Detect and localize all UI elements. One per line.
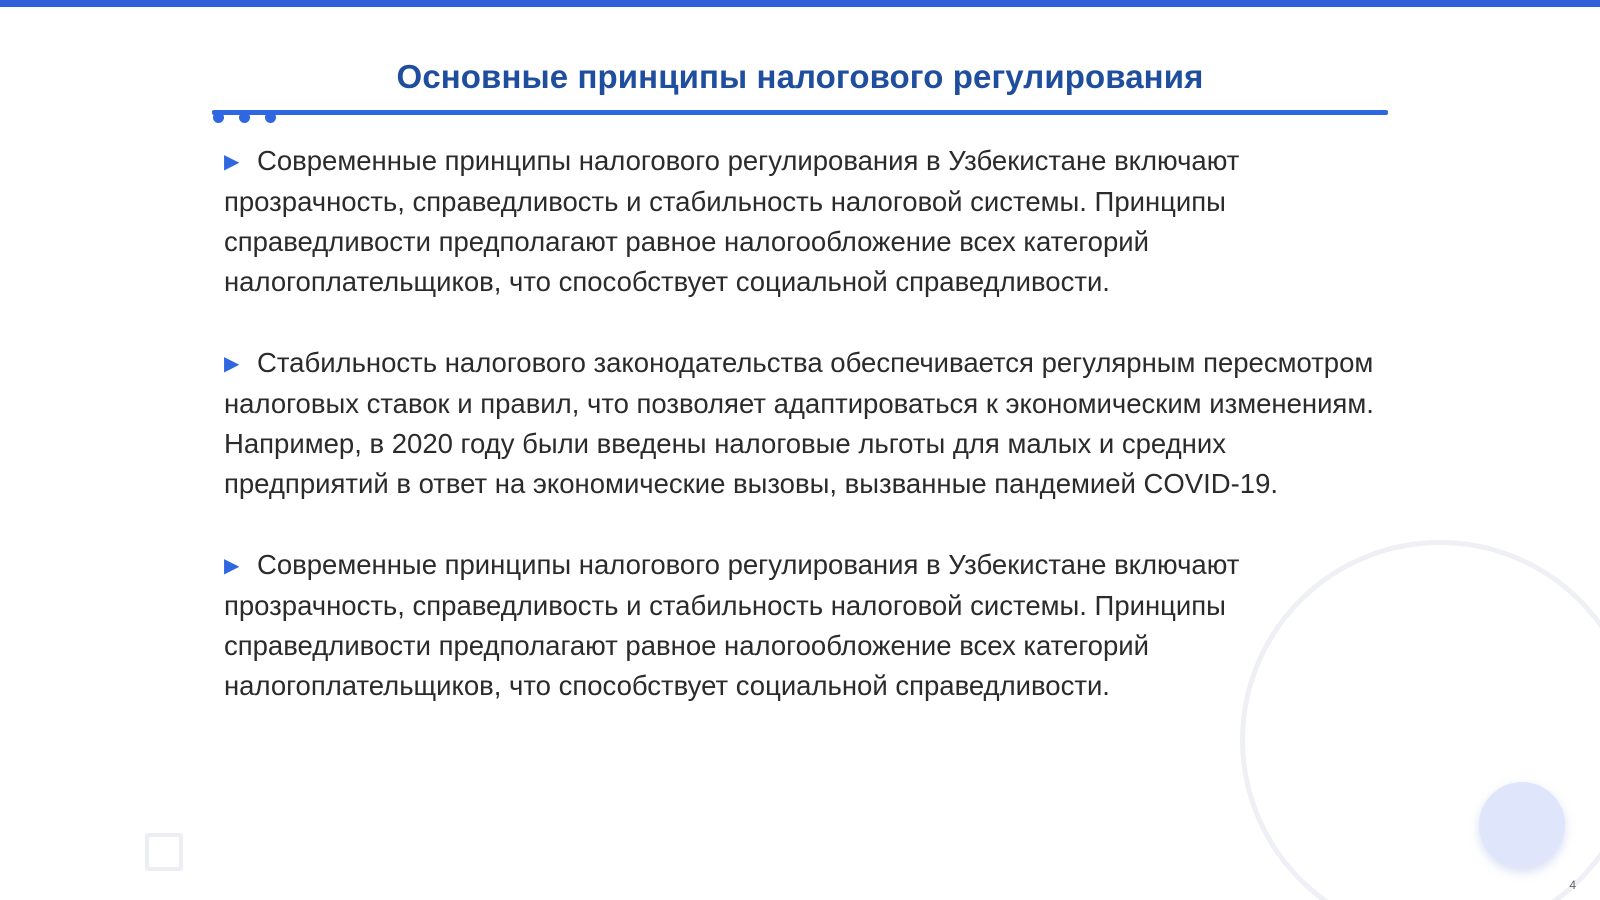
bullet-item <box>224 343 1374 504</box>
bullet-arrow-icon: ▶ <box>224 353 240 375</box>
decorative-dot <box>265 112 276 123</box>
bullet-item <box>224 141 1374 302</box>
title-underline <box>212 110 1388 115</box>
bullet-arrow-icon: ▶ <box>224 555 240 577</box>
top-accent-bar <box>0 0 1600 7</box>
decorative-circle <box>1479 782 1565 868</box>
decorative-dot <box>213 112 224 123</box>
bullet-text: Современные принципы налогового регулирования в Узбекистане включают прозрачность, справедливость и стабильность налоговой системы. Принципы справедливости предполагают равное налогообложение всех категорий налогоплательщиков, что способствует социальной справедливости. <box>224 145 1240 297</box>
bullet-list <box>224 141 1374 747</box>
bullet-text: Современные принципы налогового регулирования в Узбекистане включают прозрачность, справедливость и стабильность налоговой системы. Принципы справедливости предполагают равное налогообложение всех категорий налогоплательщиков, что способствует социальной справедливости. <box>224 549 1240 701</box>
slide-title: Основные принципы налогового регулирования <box>396 58 1204 95</box>
bullet-text: Стабильность налогового законодательства обеспечивается регулярным пересмотром налоговых ставок и правил, что позволяет адаптироваться к экономическим изменениям. Например, в 2020 году были введены налоговые льготы для малых и средних предприятий в ответ на экономические вызовы, вызванные пандемией COVID-19. <box>224 347 1374 499</box>
decorative-square <box>145 833 183 871</box>
bullet-arrow-icon: ▶ <box>224 151 240 173</box>
bullet-item <box>224 545 1374 706</box>
decorative-dot <box>239 112 250 123</box>
page-number: 4 <box>1569 878 1576 892</box>
